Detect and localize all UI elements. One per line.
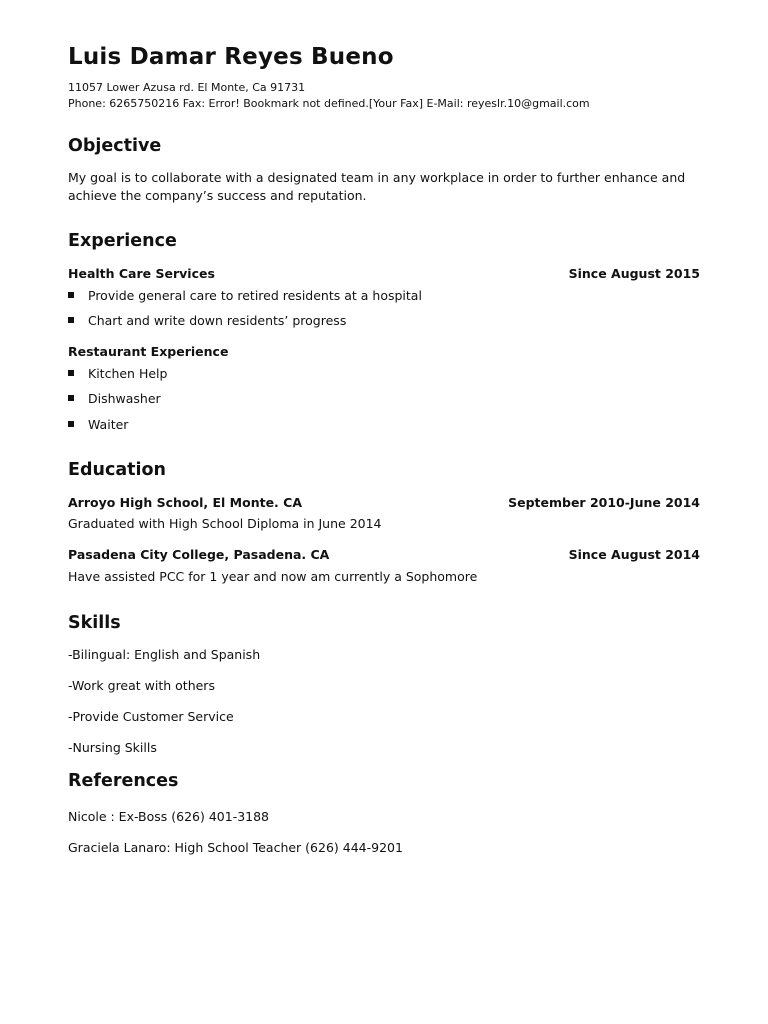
list-item: Provide general care to retired residents at a hospital (68, 288, 422, 303)
list-item: Kitchen Help (68, 366, 167, 381)
reference-item: Nicole : Ex-Boss (626) 401-3188 (68, 809, 270, 824)
candidate-name: Luis Damar Reyes Bueno (68, 44, 394, 70)
list-item: Chart and write down residents’ progress (68, 313, 346, 328)
skill-item: -Work great with others (68, 678, 215, 693)
square-bullet-icon (68, 317, 74, 323)
school-name: Pasadena City College, Pasadena. CA (68, 547, 330, 562)
school-detail: Graduated with High School Diploma in June 2014 (68, 516, 382, 531)
square-bullet-icon (68, 292, 74, 298)
square-bullet-icon (68, 421, 74, 427)
objective-heading: Objective (68, 136, 162, 156)
job-date: Since August 2015 (568, 266, 700, 281)
references-heading: References (68, 771, 179, 791)
skills-heading: Skills (68, 613, 121, 633)
contact-line: Phone: 6265750216 Fax: Error! Bookmark not defined.[Your Fax] E-Mail: reyeslr.10@gmail.com (68, 97, 590, 110)
objective-line-1: My goal is to collaborate with a designated team in any workplace in order to further enhance and (68, 170, 686, 185)
address-line: 11057 Lower Azusa rd. El Monte, Ca 91731 (68, 81, 306, 94)
job-title: Health Care Services (68, 266, 215, 281)
skill-item: -Nursing Skills (68, 740, 157, 755)
experience-heading: Experience (68, 231, 177, 251)
list-item: Waiter (68, 417, 128, 432)
square-bullet-icon (68, 370, 74, 376)
school-date: Since August 2014 (568, 547, 700, 562)
job-title: Restaurant Experience (68, 344, 229, 359)
school-detail: Have assisted PCC for 1 year and now am currently a Sophomore (68, 569, 478, 584)
school-date: September 2010-June 2014 (508, 495, 700, 510)
reference-item: Graciela Lanaro: High School Teacher (626) 444-9201 (68, 840, 403, 855)
skill-item: -Bilingual: English and Spanish (68, 647, 261, 662)
education-heading: Education (68, 460, 166, 480)
square-bullet-icon (68, 395, 74, 401)
skill-item: -Provide Customer Service (68, 709, 234, 724)
objective-line-2: achieve the company’s success and reputation. (68, 188, 367, 203)
list-item: Dishwasher (68, 391, 161, 406)
school-name: Arroyo High School, El Monte. CA (68, 495, 302, 510)
